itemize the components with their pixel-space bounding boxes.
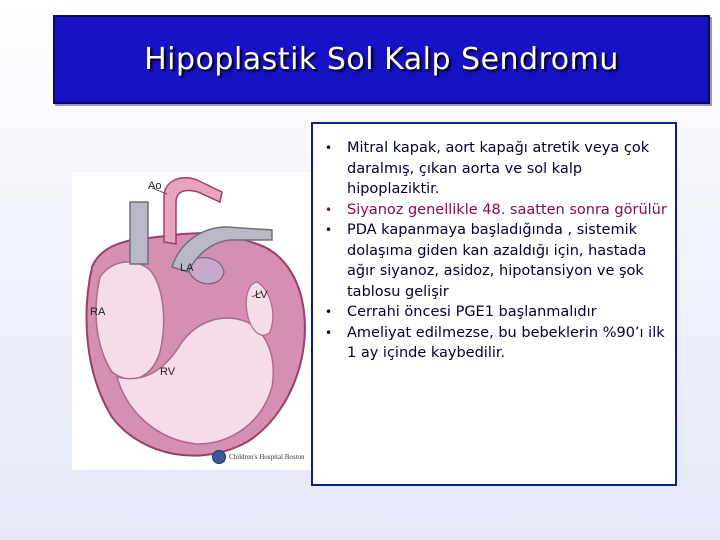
label-lv: LV — [255, 289, 268, 301]
bullet-dot-icon: • — [325, 202, 333, 217]
bullet-dot-icon: • — [325, 325, 333, 340]
bullet-item — [321, 323, 669, 364]
title-banner — [53, 15, 710, 104]
image-credit — [212, 450, 305, 464]
credit-text: Children's Hospital Boston — [229, 453, 305, 461]
bullet-text: Cerrahi öncesi PGE1 başlanmalıdır — [347, 304, 597, 320]
slide-title: Hipoplastik Sol Kalp Sendromu — [144, 42, 619, 77]
superior-vena-cava — [130, 202, 148, 264]
label-ao: Ao — [148, 180, 162, 192]
bullet-text: Siyanoz genellikle 48. saatten sonra görülür — [347, 201, 667, 218]
bullet-item — [321, 220, 669, 302]
hospital-seal-icon — [212, 450, 226, 464]
bullet-item — [321, 200, 669, 221]
bullet-dot-icon: • — [325, 141, 333, 155]
bullet-item — [321, 302, 669, 323]
bullet-dot-icon: • — [325, 305, 333, 319]
heart-diagram — [72, 172, 318, 470]
right-atrium — [96, 262, 164, 379]
bullet-text: Mitral kapak, aort kapağı atretik veya çok daralmış, çıkan aorta ve sol kalp hipoplaziktir. — [347, 140, 650, 197]
label-rv: RV — [160, 366, 176, 378]
bullet-panel — [311, 122, 677, 486]
label-la: LA — [180, 262, 194, 274]
bullet-list — [321, 138, 669, 364]
heart-illustration — [72, 172, 318, 470]
label-ra: RA — [90, 306, 106, 318]
bullet-text: PDA kapanmaya başladığında , sistemik dolaşıma giden kan azaldığı için, hastada ağır siyanoz, asidoz, hipotansiyon ve şok tablosu gelişir — [347, 222, 647, 300]
bullet-dot-icon: • — [325, 223, 333, 237]
bullet-item — [321, 138, 669, 200]
bullet-text: Ameliyat edilmezse, bu bebeklerin %90’ı ilk 1 ay içinde kaybedilir. — [347, 324, 665, 361]
